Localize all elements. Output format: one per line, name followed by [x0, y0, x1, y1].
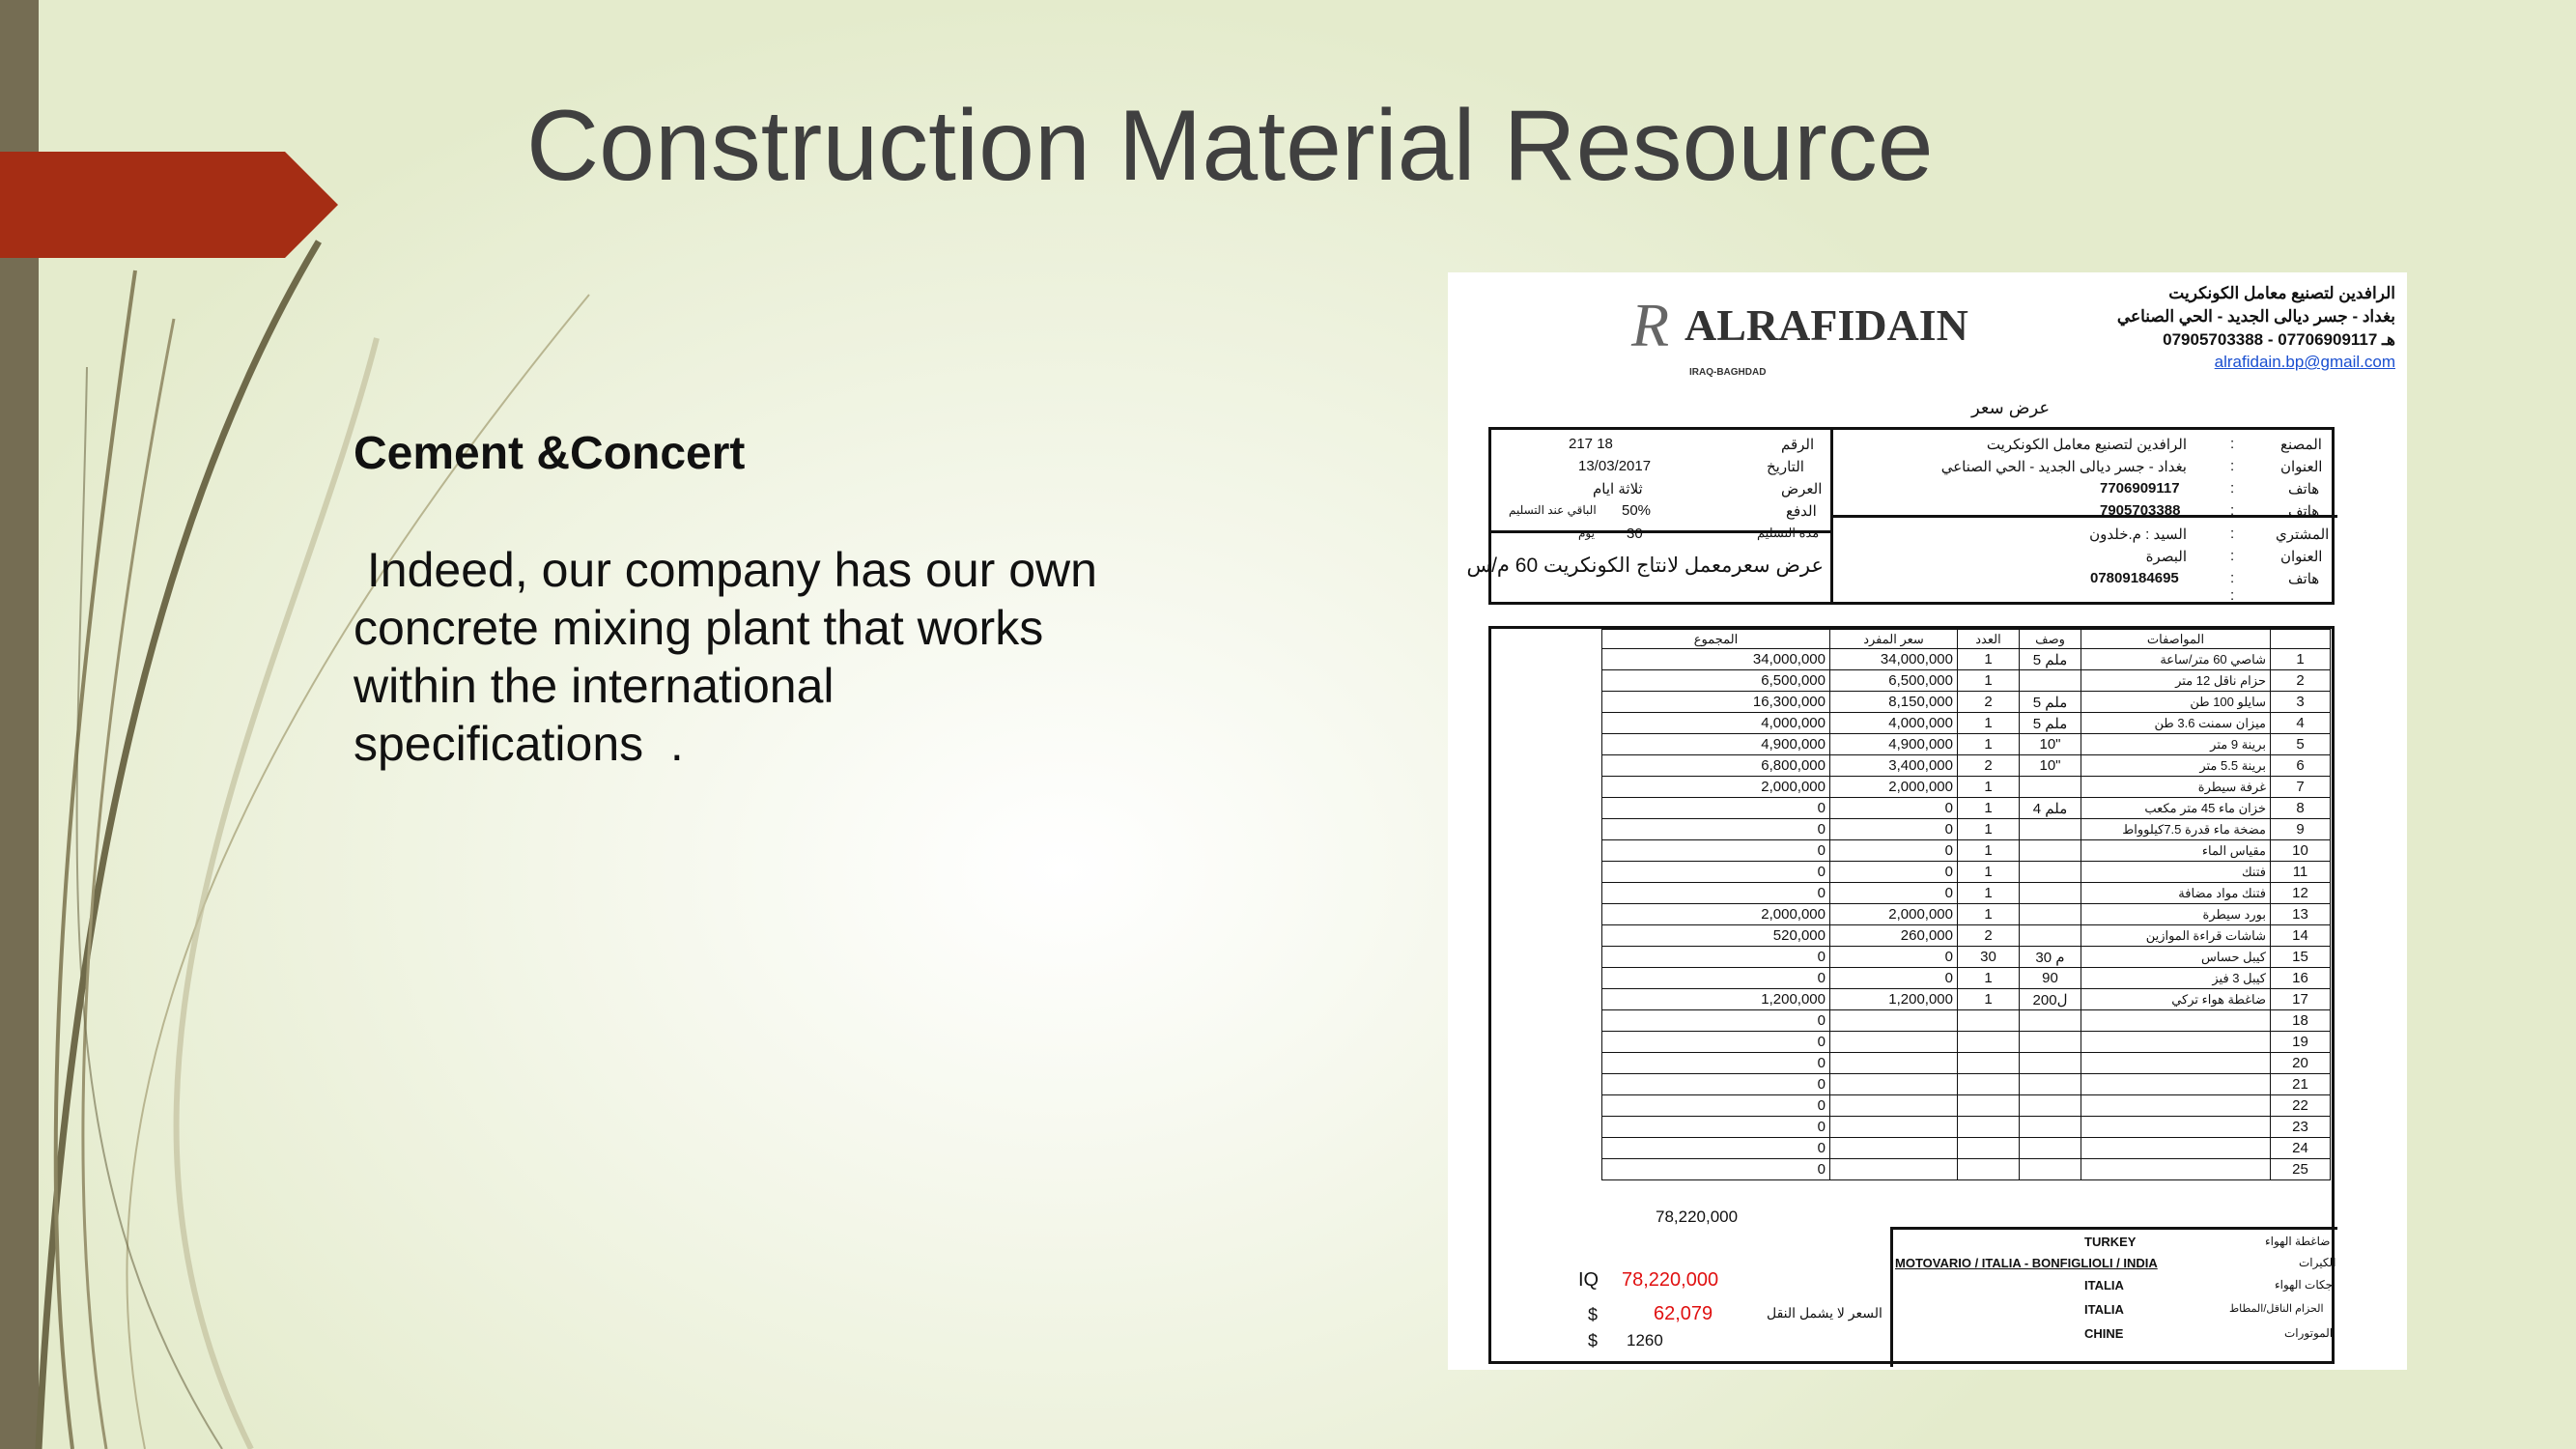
row-unit-price: 34,000,000 — [1830, 649, 1958, 670]
row-total: 6,500,000 — [1602, 670, 1830, 692]
row-desc — [2020, 840, 2081, 862]
row-unit-price — [1830, 1138, 1958, 1159]
row-unit-price: 2,000,000 — [1830, 777, 1958, 798]
row-total: 34,000,000 — [1602, 649, 1830, 670]
row-total: 0 — [1602, 1159, 1830, 1180]
row-desc — [2020, 862, 2081, 883]
origin-value: MOTOVARIO / ITALIA - BONFIGLIOLI / INDIA — [1895, 1256, 2158, 1270]
row-total: 1,200,000 — [1602, 989, 1830, 1010]
origin-label: ضاغطة الهواء — [2265, 1235, 2331, 1248]
table-row — [1602, 755, 2331, 777]
row-desc: ملم 5 — [2020, 692, 2081, 713]
row-number: 21 — [2271, 1074, 2331, 1095]
table-row — [1602, 1074, 2331, 1095]
row-qty — [1958, 1010, 2020, 1032]
row-spec: ضاغطة هواء تركي — [2081, 989, 2271, 1010]
grand-total: 78,220,000 — [1656, 1208, 1739, 1226]
row-total: 0 — [1602, 1095, 1830, 1117]
table-row — [1602, 925, 2331, 947]
row-number: 23 — [2271, 1117, 2331, 1138]
row-total: 0 — [1602, 1053, 1830, 1074]
table-row — [1602, 1053, 2331, 1074]
slide-subtitle: Cement &Concert — [354, 428, 746, 479]
info-label: الرقم — [1781, 437, 1815, 453]
row-desc: 10" — [2020, 755, 2081, 777]
row-spec: ميزان سمنت 3.6 طن — [2081, 713, 2271, 734]
row-total: 0 — [1602, 968, 1830, 989]
row-total: 0 — [1602, 1138, 1830, 1159]
info-label: هاتف — [2288, 571, 2320, 587]
logo-letter: R — [1631, 291, 1670, 359]
row-desc — [2020, 1117, 2081, 1138]
row-desc — [2020, 819, 2081, 840]
usd-label: $ — [1588, 1305, 1599, 1324]
company-address-header: بغداد - جسر ديالى الجديد - الحي الصناعي — [2116, 307, 2395, 326]
row-number: 25 — [2271, 1159, 2331, 1180]
info-note: الباقي عند التسليم — [1509, 503, 1597, 517]
row-spec: كيبل حساس — [2081, 947, 2271, 968]
offer-title: عرض سعر — [1971, 398, 2051, 417]
origins-box — [1890, 1227, 2337, 1367]
row-unit-price — [1830, 1032, 1958, 1053]
row-number: 16 — [2271, 968, 2331, 989]
row-number: 19 — [2271, 1032, 2331, 1053]
table-row — [1602, 1138, 2331, 1159]
row-spec — [2081, 1095, 2271, 1117]
table-row — [1602, 989, 2331, 1010]
row-unit-price: 6,500,000 — [1830, 670, 1958, 692]
info-value: 07809184695 — [2090, 570, 2179, 586]
row-total: 0 — [1602, 947, 1830, 968]
row-total: 0 — [1602, 840, 1830, 862]
row-spec — [2081, 1032, 2271, 1053]
table-row — [1602, 649, 2331, 670]
company-phone-header: هـ 07706909117 - 07905703388 — [2163, 330, 2395, 349]
row-total: 6,800,000 — [1602, 755, 1830, 777]
row-qty: 1 — [1958, 798, 2020, 819]
row-qty: 1 — [1958, 968, 2020, 989]
info-value: 13/03/2017 — [1578, 458, 1652, 474]
row-unit-price: 0 — [1830, 883, 1958, 904]
table-row — [1602, 883, 2331, 904]
row-desc — [2020, 670, 2081, 692]
table-row — [1602, 734, 2331, 755]
info-value: الرافدين لتصنيع معامل الكونكريت — [1986, 437, 2187, 453]
info-label: المصنع — [2280, 437, 2322, 453]
row-desc — [2020, 1010, 2081, 1032]
row-total: 0 — [1602, 1032, 1830, 1053]
origin-value: TURKEY — [2084, 1235, 2137, 1249]
table-row — [1602, 1095, 2331, 1117]
row-unit-price — [1830, 1159, 1958, 1180]
row-qty — [1958, 1053, 2020, 1074]
row-qty: 1 — [1958, 883, 2020, 904]
row-qty — [1958, 1117, 2020, 1138]
row-number: 24 — [2271, 1138, 2331, 1159]
slide-body-text: Indeed, our company has our own concrete mixing plant that works within the international specifications . — [354, 543, 1111, 771]
origin-label: جكات الهواء — [2275, 1278, 2334, 1292]
row-desc — [2020, 925, 2081, 947]
row-qty: 2 — [1958, 925, 2020, 947]
table-row — [1602, 1159, 2331, 1180]
table-row — [1602, 1117, 2331, 1138]
company-email-link[interactable]: alrafidain.bp@gmail.com — [2214, 353, 2395, 371]
usd-total: 62,079 — [1654, 1303, 1713, 1324]
row-number: 5 — [2271, 734, 2331, 755]
origin-value: ITALIA — [2084, 1278, 2124, 1293]
row-number: 17 — [2271, 989, 2331, 1010]
row-unit-price — [1830, 1010, 1958, 1032]
table-row — [1602, 692, 2331, 713]
row-number: 7 — [2271, 777, 2331, 798]
logo-name: ALRAFIDAIN — [1684, 300, 1968, 350]
row-spec: مقياس الماء — [2081, 840, 2271, 862]
row-total: 2,000,000 — [1602, 904, 1830, 925]
row-number: 6 — [2271, 755, 2331, 777]
row-qty: 1 — [1958, 670, 2020, 692]
info-value: 30 — [1627, 526, 1643, 542]
info-label: العنوان — [2280, 549, 2323, 565]
table-row — [1602, 713, 2331, 734]
row-number: 18 — [2271, 1010, 2331, 1032]
price-offer-document — [1448, 272, 2407, 1370]
info-label: الدفع — [1786, 503, 1817, 520]
row-total: 2,000,000 — [1602, 777, 1830, 798]
row-desc — [2020, 1138, 2081, 1159]
row-number: 8 — [2271, 798, 2331, 819]
row-qty — [1958, 1074, 2020, 1095]
row-spec: خزان ماء 45 متر مكعب — [2081, 798, 2271, 819]
row-unit-price: 4,900,000 — [1830, 734, 1958, 755]
row-unit-price — [1830, 1117, 1958, 1138]
row-spec — [2081, 1053, 2271, 1074]
row-qty: 1 — [1958, 840, 2020, 862]
info-label: مدة التسليم — [1757, 526, 1820, 540]
row-desc: ملم 5 — [2020, 649, 2081, 670]
iq-label: IQ — [1578, 1269, 1599, 1291]
row-total: 0 — [1602, 1010, 1830, 1032]
row-unit-price — [1830, 1053, 1958, 1074]
col-header-spec: المواصفات — [2081, 630, 2271, 649]
info-value: البصرة — [2145, 549, 2187, 565]
row-unit-price: 0 — [1830, 840, 1958, 862]
table-row — [1602, 1010, 2331, 1032]
row-spec: برينة 9 متر — [2081, 734, 2271, 755]
row-number: 20 — [2271, 1053, 2331, 1074]
table-row — [1602, 777, 2331, 798]
row-desc — [2020, 904, 2081, 925]
row-unit-price: 2,000,000 — [1830, 904, 1958, 925]
row-spec — [2081, 1010, 2271, 1032]
row-qty: 1 — [1958, 734, 2020, 755]
row-number: 1 — [2271, 649, 2331, 670]
row-qty: 30 — [1958, 947, 2020, 968]
row-number: 10 — [2271, 840, 2331, 862]
logo-subtitle: IRAQ-BAGHDAD — [1689, 367, 1767, 378]
row-number: 13 — [2271, 904, 2331, 925]
row-desc: 10" — [2020, 734, 2081, 755]
info-label: هاتف — [2288, 481, 2320, 497]
transport-note: السعر لا يشمل النقل — [1767, 1305, 1882, 1321]
row-spec — [2081, 1159, 2271, 1180]
table-row — [1602, 862, 2331, 883]
row-qty: 1 — [1958, 649, 2020, 670]
row-qty: 2 — [1958, 755, 2020, 777]
row-unit-price — [1830, 1074, 1958, 1095]
info-value: بغداد - جسر ديالى الجديد - الحي الصناعي — [1940, 459, 2187, 475]
row-qty: 1 — [1958, 819, 2020, 840]
row-qty: 1 — [1958, 862, 2020, 883]
table-row — [1602, 819, 2331, 840]
row-qty: 1 — [1958, 904, 2020, 925]
row-total: 4,000,000 — [1602, 713, 1830, 734]
origin-label: الموتورات — [2284, 1326, 2334, 1340]
row-spec: غرفة سيطرة — [2081, 777, 2271, 798]
table-row — [1602, 968, 2331, 989]
row-qty: 1 — [1958, 713, 2020, 734]
offer-info-box: الرقم 217 18 التاريخ 13/03/2017 العرض ثلاثة ايام الدفع 50% الباقي عند التسليم مدة التسليم 30 يوم عرض سعرمعمل لانتاج الكونكريت 60 م/س المصنع : الرافدين لتصنيع معامل الكونكريت العنوان : بغداد - جسر ديالى الجديد - الحي الصناعي هاتف : 7706909117 هاتف : 7905703388 المشتري : السيد : م.خلدون العنوان : البصرة هاتف : 07809184695 : — [1488, 427, 2335, 605]
table-row — [1602, 904, 2331, 925]
info-value: ثلاثة ايام — [1593, 481, 1643, 497]
row-unit-price: 1,200,000 — [1830, 989, 1958, 1010]
row-total: 520,000 — [1602, 925, 1830, 947]
row-total: 16,300,000 — [1602, 692, 1830, 713]
origin-value: CHINE — [2084, 1326, 2124, 1341]
row-desc: ملم 4 — [2020, 798, 2081, 819]
row-spec: شاصي 60 متر/ساعة — [2081, 649, 2271, 670]
origin-label: الحزام الناقل/المطاط — [2229, 1303, 2324, 1315]
row-desc — [2020, 1159, 2081, 1180]
row-spec — [2081, 1117, 2271, 1138]
origin-label: الكيرات — [2299, 1256, 2336, 1269]
row-desc — [2020, 1095, 2081, 1117]
row-unit-price: 260,000 — [1830, 925, 1958, 947]
row-unit-price: 0 — [1830, 968, 1958, 989]
info-label: العنوان — [2280, 459, 2323, 475]
company-name-header: الرافدين لتصنيع معامل الكونكريت — [2168, 284, 2395, 302]
row-total: 0 — [1602, 862, 1830, 883]
row-desc: ملم 5 — [2020, 713, 2081, 734]
table-row — [1602, 947, 2331, 968]
row-desc: 200ل — [2020, 989, 2081, 1010]
row-spec: شاشات قراءة الموازين — [2081, 925, 2271, 947]
row-unit-price — [1830, 1095, 1958, 1117]
row-spec: مضخة ماء قدرة 7.5كيلوواط — [2081, 819, 2271, 840]
row-spec: فتنك مواد مضافة — [2081, 883, 2271, 904]
row-total: 4,900,000 — [1602, 734, 1830, 755]
row-spec: حزام ناقل 12 متر — [2081, 670, 2271, 692]
col-header-desc: وصف — [2020, 630, 2081, 649]
row-unit-price: 8,150,000 — [1830, 692, 1958, 713]
row-number: 15 — [2271, 947, 2331, 968]
row-number: 14 — [2271, 925, 2331, 947]
row-qty: 1 — [1958, 989, 2020, 1010]
offer-description: عرض سعرمعمل لانتاج الكونكريت 60 م/س — [1466, 554, 1824, 577]
title-arrow-shape — [0, 152, 338, 258]
row-total: 0 — [1602, 798, 1830, 819]
col-header-unit-price: سعر المفرد — [1830, 630, 1958, 649]
row-number: 3 — [2271, 692, 2331, 713]
iq-total: 78,220,000 — [1622, 1269, 1719, 1291]
info-value: 7706909117 — [2100, 480, 2180, 497]
row-unit-price: 4,000,000 — [1830, 713, 1958, 734]
row-desc — [2020, 1053, 2081, 1074]
row-number: 2 — [2271, 670, 2331, 692]
row-number: 4 — [2271, 713, 2331, 734]
exchange-rate: 1260 — [1627, 1331, 1663, 1350]
row-qty — [1958, 1032, 2020, 1053]
row-desc — [2020, 1074, 2081, 1095]
row-unit-price: 3,400,000 — [1830, 755, 1958, 777]
row-unit-price: 0 — [1830, 947, 1958, 968]
info-label: المشتري — [2276, 526, 2330, 543]
info-value: السيد : م.خلدون — [2089, 526, 2187, 543]
row-total: 0 — [1602, 1117, 1830, 1138]
row-desc — [2020, 883, 2081, 904]
row-unit-price: 0 — [1830, 798, 1958, 819]
table-row — [1602, 798, 2331, 819]
row-number: 22 — [2271, 1095, 2331, 1117]
info-note: يوم — [1578, 526, 1595, 540]
row-qty: 1 — [1958, 777, 2020, 798]
row-total: 0 — [1602, 819, 1830, 840]
row-desc: م 30 — [2020, 947, 2081, 968]
info-label: هاتف — [2288, 503, 2320, 520]
row-qty — [1958, 1095, 2020, 1117]
info-value: 7905703388 — [2100, 502, 2181, 519]
info-label: العرض — [1781, 481, 1823, 497]
row-desc — [2020, 777, 2081, 798]
row-qty: 2 — [1958, 692, 2020, 713]
origin-value: ITALIA — [2084, 1302, 2124, 1317]
info-value: 217 18 — [1569, 436, 1613, 452]
row-qty — [1958, 1138, 2020, 1159]
items-table — [1601, 629, 2331, 1180]
info-label: التاريخ — [1767, 459, 1804, 475]
row-spec: فتنك — [2081, 862, 2271, 883]
row-number: 12 — [2271, 883, 2331, 904]
row-spec: كيبل 3 فيز — [2081, 968, 2271, 989]
row-unit-price: 0 — [1830, 862, 1958, 883]
table-row — [1602, 670, 2331, 692]
row-qty — [1958, 1159, 2020, 1180]
col-header-qty: العدد — [1958, 630, 2020, 649]
row-unit-price: 0 — [1830, 819, 1958, 840]
row-spec — [2081, 1074, 2271, 1095]
row-spec: برينة 5.5 متر — [2081, 755, 2271, 777]
row-number: 11 — [2271, 862, 2331, 883]
row-desc: 90 — [2020, 968, 2081, 989]
slide-title: Construction Material Resource — [526, 90, 1934, 202]
items-box — [1488, 626, 2335, 1364]
row-spec: سايلو 100 طن — [2081, 692, 2271, 713]
col-header-total: المجموع — [1602, 630, 1830, 649]
info-value: 50% — [1622, 502, 1652, 519]
row-number: 9 — [2271, 819, 2331, 840]
table-row — [1602, 1032, 2331, 1053]
row-total: 0 — [1602, 1074, 1830, 1095]
row-spec: بورد سيطرة — [2081, 904, 2271, 925]
table-row — [1602, 840, 2331, 862]
row-spec — [2081, 1138, 2271, 1159]
row-total: 0 — [1602, 883, 1830, 904]
rate-label: $ — [1588, 1331, 1599, 1350]
row-desc — [2020, 1032, 2081, 1053]
